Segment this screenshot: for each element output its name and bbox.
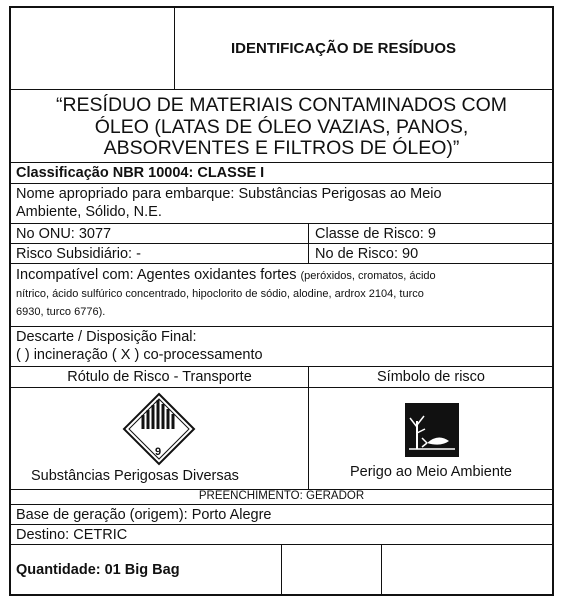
onu-number: No ONU: 3077 <box>16 226 112 242</box>
origin-text: Base de geração (origem): Porto Alegre <box>16 507 272 523</box>
risk-symbol-caption: Perigo ao Meio Ambiente <box>349 464 512 480</box>
waste-name-row <box>11 90 552 163</box>
destination-row <box>11 525 552 545</box>
onu-class-row <box>11 224 552 244</box>
disposal-label: Descarte / Disposição Final: <box>16 329 197 345</box>
quantity-text: Quantidade: 01 Big Bag <box>16 562 180 578</box>
labels-header-row <box>11 367 552 388</box>
risk-label-caption: Substâncias Perigosas Diversas <box>31 468 239 484</box>
labels-images-row <box>11 388 552 490</box>
fill-by-text: PREENCHIMENTO: GERADOR <box>198 490 365 502</box>
header-title: IDENTIFICAÇÃO DE RESÍDUOS <box>231 40 457 57</box>
quantity-row <box>11 545 552 594</box>
waste-identification-card <box>9 6 554 596</box>
destination-text: Destino: CETRIC <box>16 527 128 543</box>
classification-row <box>11 163 552 184</box>
subsidiary-risk-row <box>11 244 552 264</box>
disposal-row <box>11 327 552 367</box>
header-divider <box>174 8 175 89</box>
onu-class-divider <box>308 224 309 243</box>
subsidiary-risk-divider <box>308 244 309 263</box>
waste-name-line-2: ÓLEO (LATAS DE ÓLEO VAZIAS, PANOS, <box>94 116 469 138</box>
risk-number: No de Risco: 90 <box>315 246 419 262</box>
incompatible-detail-1: (peróxidos, cromatos, ácido <box>300 270 436 282</box>
disposal-options: ( ) incineração ( X ) co-processamento <box>16 347 263 363</box>
risk-label-title: Rótulo de Risco - Transporte <box>67 369 252 385</box>
shipping-name-row <box>11 184 552 224</box>
waste-name-line-1: “RESÍDUO DE MATERIAIS CONTAMINADOS COM <box>55 94 508 116</box>
environment-hazard-icon <box>405 403 459 457</box>
labels-images-divider <box>308 388 309 489</box>
risk-symbol-title: Símbolo de risco <box>377 369 485 385</box>
header-row <box>11 8 552 90</box>
class-9-diamond-number: 9 <box>155 446 162 458</box>
origin-row <box>11 505 552 525</box>
incompatible-line-1 <box>11 267 436 283</box>
incompatible-detail-3: 6930, turco 6776). <box>16 306 106 318</box>
shipping-name-line-1: Nome apropriado para embarque: Substâncias Perigosas ao Meio <box>16 186 442 202</box>
subsidiary-risk: Risco Subsidiário: - <box>16 246 141 262</box>
risk-class: Classe de Risco: 9 <box>315 226 436 242</box>
incompatible-label: Incompatível com: Agentes oxidantes fortes <box>16 267 297 283</box>
fill-by-row <box>11 490 552 505</box>
incompatible-detail-2: nítrico, ácido sulfúrico concentrado, hipoclorito de sódio, alodine, ardrox 2104, turco <box>16 288 424 300</box>
incompatible-row <box>11 264 552 327</box>
quantity-divider-1 <box>281 545 282 594</box>
shipping-name-line-2: Ambiente, Sólido, N.E. <box>16 204 162 220</box>
waste-name-line-3: ABSORVENTES E FILTROS DE ÓLEO)” <box>103 137 460 159</box>
labels-header-divider <box>308 367 309 387</box>
quantity-divider-2 <box>381 545 382 594</box>
classification-text: Classificação NBR 10004: CLASSE I <box>16 165 265 181</box>
